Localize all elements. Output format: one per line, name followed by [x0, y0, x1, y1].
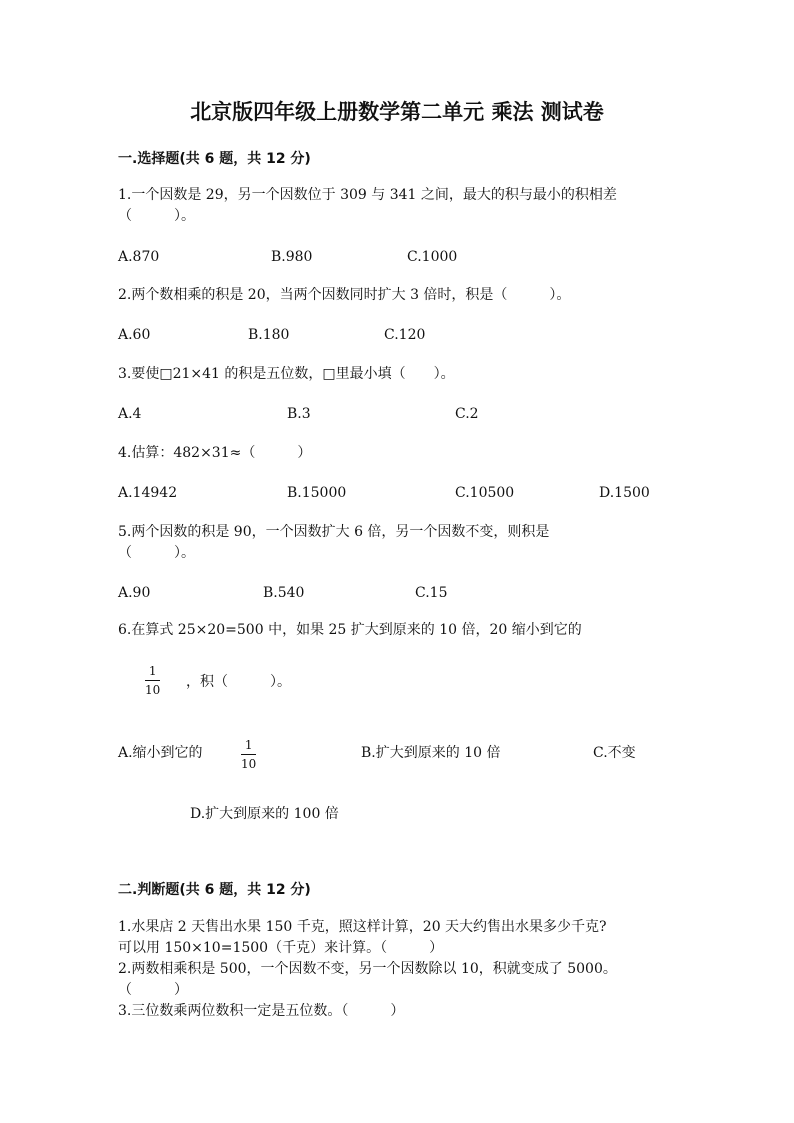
page-title: 北京版四年级上册数学第二单元 乘法 测试卷 — [190, 100, 604, 124]
question-6-option-d[interactable]: D.扩大到原来的 100 倍 — [190, 806, 339, 822]
question-2-text: 2.两个数相乘的积是 20，当两个因数同时扩大 3 倍时，积是（ ）。 — [118, 287, 571, 303]
question-1-blank: （ ）。 — [118, 208, 195, 224]
question-1-option-a[interactable]: A.870 — [118, 249, 160, 265]
fraction-numerator: 1 — [244, 738, 253, 752]
fraction-numerator: 1 — [148, 664, 157, 678]
question-6-option-b[interactable]: B.扩大到原来的 10 倍 — [361, 745, 501, 761]
question-5-text: 5.两个因数的积是 90，一个因数扩大 6 倍，另一个因数不变，则积是 — [118, 524, 550, 540]
fraction-bar — [241, 754, 256, 755]
question-6-text: 6.在算式 25×20=500 中，如果 25 扩大到原来的 10 倍，20 缩小到它的 — [118, 622, 582, 638]
fraction-bar — [145, 680, 160, 681]
question-6-blank: ，积（ ）。 — [186, 674, 291, 690]
question-6-option-a-fraction — [241, 738, 256, 771]
judgement-2-blank: （ ） — [118, 982, 188, 998]
judgement-1-blank: 可以用 150×10=1500（千克）来计算。（ ） — [118, 940, 444, 956]
question-6-option-a[interactable]: A.缩小到它的 — [118, 745, 203, 761]
question-5-blank: （ ）。 — [118, 545, 195, 561]
question-4-option-a[interactable]: A.14942 — [118, 485, 178, 501]
section-heading-choice: 一.选择题(共 6 题，共 12 分) — [118, 151, 311, 167]
question-6-fraction — [145, 664, 160, 697]
question-2-option-a[interactable]: A.60 — [118, 327, 151, 343]
judgement-3-text: 3.三位数乘两位数积一定是五位数。（ ） — [118, 1003, 405, 1019]
judgement-2-text: 2.两数相乘积是 500，一个因数不变，另一个因数除以 10，积就变成了 5000。 — [118, 961, 617, 977]
question-3-option-b[interactable]: B.3 — [287, 406, 311, 422]
question-1-text: 1.一个因数是 29，另一个因数位于 309 与 341 之间，最大的积与最小的积相差 — [118, 187, 617, 203]
question-3-option-a[interactable]: A.4 — [118, 406, 142, 422]
question-2-option-c[interactable]: C.120 — [384, 327, 426, 343]
section-heading-judgement: 二.判断题(共 6 题，共 12 分) — [118, 882, 311, 898]
question-5-option-a[interactable]: A.90 — [118, 585, 151, 601]
question-3-text: 3.要使□21×41 的积是五位数，□里最小填（ ）。 — [118, 366, 455, 382]
judgement-1-text: 1.水果店 2 天售出水果 150 千克，照这样计算，20 天大约售出水果多少千克? — [118, 919, 607, 935]
question-2-option-b[interactable]: B.180 — [248, 327, 290, 343]
question-4-option-b[interactable]: B.15000 — [287, 485, 347, 501]
question-4-text: 4.估算：482×31≈（ ） — [118, 445, 312, 461]
question-6-option-c[interactable]: C.不变 — [593, 745, 636, 761]
question-1-option-b[interactable]: B.980 — [271, 249, 313, 265]
question-3-option-c[interactable]: C.2 — [455, 406, 479, 422]
question-5-option-b[interactable]: B.540 — [263, 585, 305, 601]
fraction-denominator: 10 — [145, 683, 161, 697]
fraction-denominator: 10 — [241, 757, 257, 771]
question-1-option-c[interactable]: C.1000 — [407, 249, 458, 265]
question-4-option-c[interactable]: C.10500 — [455, 485, 515, 501]
question-4-option-d[interactable]: D.1500 — [599, 485, 650, 501]
question-5-option-c[interactable]: C.15 — [415, 585, 448, 601]
